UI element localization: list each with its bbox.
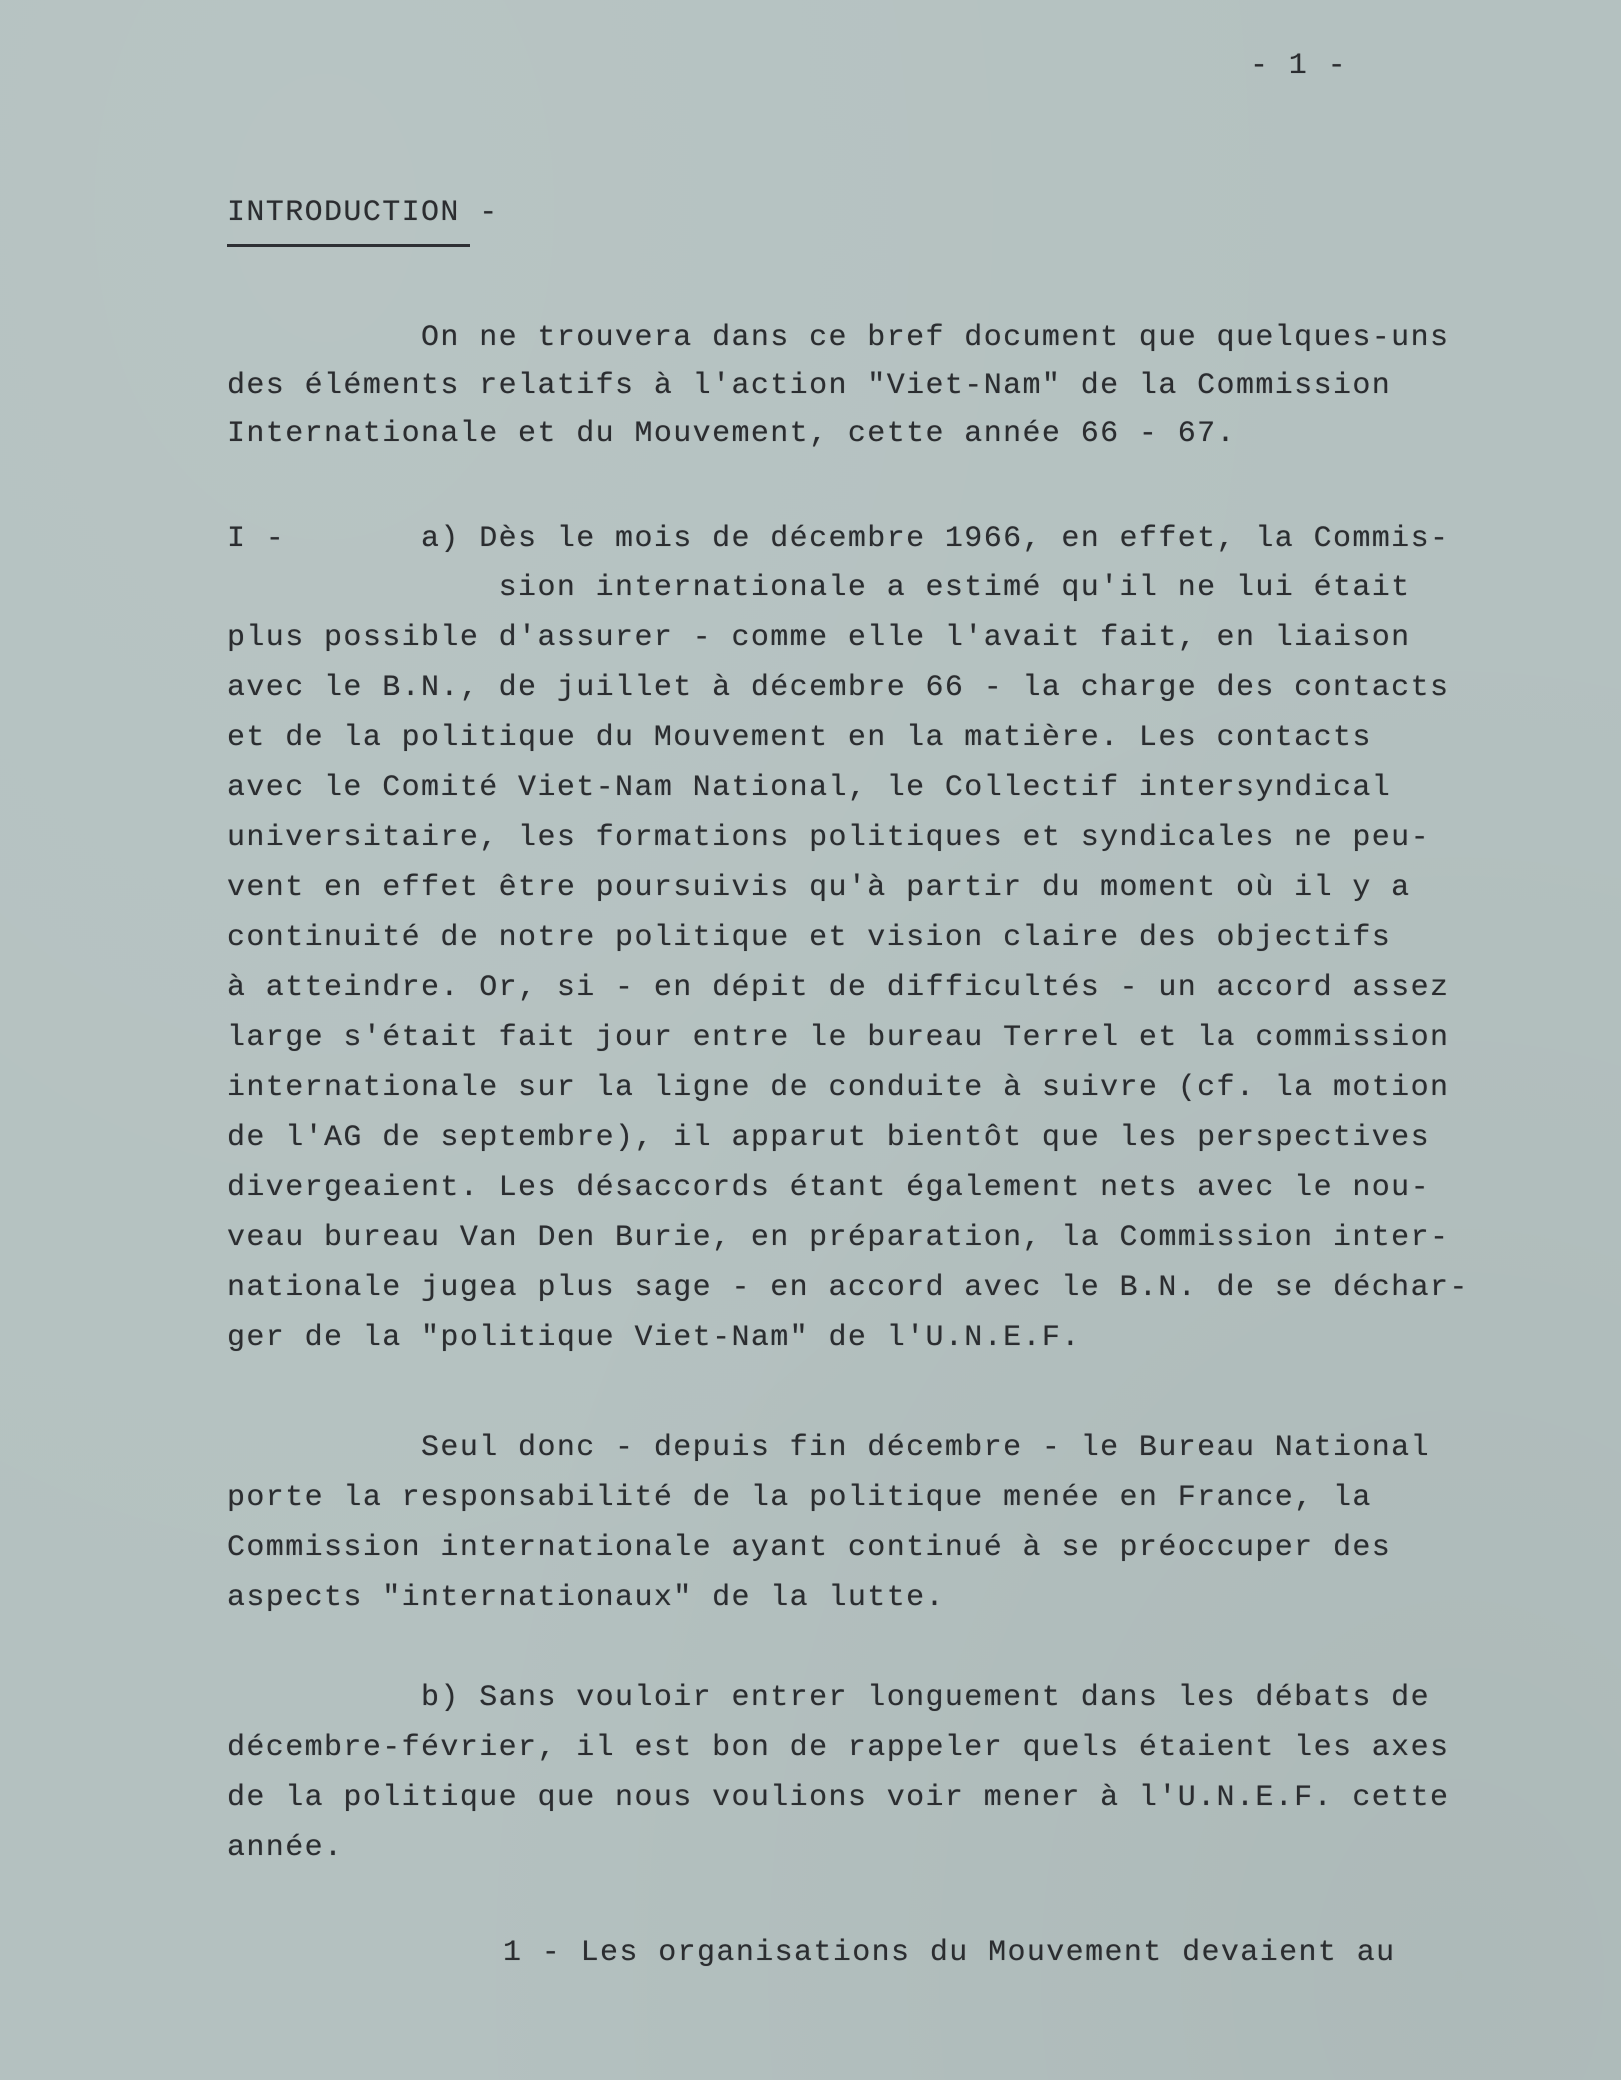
- text-line: universitaire, les formations politiques et syndicales ne peu-: [227, 821, 1430, 855]
- text-line: porte la responsabilité de la politique menée en France, la: [227, 1481, 1372, 1515]
- page-number: - 1 -: [1250, 49, 1348, 83]
- text-line: divergeaient. Les désaccords étant également nets avec le nou-: [227, 1171, 1430, 1205]
- text-line: aspects "internationaux" de la lutte.: [227, 1581, 945, 1615]
- text-line: vent en effet être poursuivis qu'à partir du moment où il y a: [227, 871, 1411, 905]
- text-line: sion internationale a estimé qu'il ne lui était: [227, 571, 1411, 605]
- text-line: plus possible d'assurer - comme elle l'avait fait, en liaison: [227, 621, 1411, 655]
- text-line: à atteindre. Or, si - en dépit de difficultés - un accord assez: [227, 971, 1450, 1005]
- text-line: large s'était fait jour entre le bureau Terrel et la commission: [227, 1021, 1450, 1055]
- text-line: Commission internationale ayant continué à se préoccuper des: [227, 1531, 1392, 1565]
- text-line: On ne trouvera dans ce bref document que quelques-uns: [227, 321, 1450, 355]
- text-line: et de la politique du Mouvement en la matière. Les contacts: [227, 721, 1372, 755]
- text-line: avec le B.N., de juillet à décembre 66 - la charge des contacts: [227, 671, 1450, 705]
- text-line: de la politique que nous voulions voir mener à l'U.N.E.F. cette: [227, 1781, 1450, 1815]
- text-line: ger de la "politique Viet-Nam" de l'U.N.E.F.: [227, 1321, 1081, 1355]
- text-line: nationale jugea plus sage - en accord avec le B.N. de se déchar-: [227, 1271, 1469, 1305]
- text-line: de l'AG de septembre), il apparut bientôt que les perspectives: [227, 1121, 1430, 1155]
- text-line: avec le Comité Viet-Nam National, le Collectif intersyndical: [227, 771, 1392, 805]
- text-line: année.: [227, 1831, 344, 1865]
- text-line: des éléments relatifs à l'action "Viet-Nam" de la Commission: [227, 369, 1392, 403]
- text-line: continuité de notre politique et vision claire des objectifs: [227, 921, 1392, 955]
- list-item-1: 1 - Les organisations du Mouvement devaient au: [503, 1936, 1396, 1970]
- text-line: Internationale et du Mouvement, cette année 66 - 67.: [227, 417, 1236, 451]
- title-underline: [227, 244, 470, 247]
- text-line: b) Sans vouloir entrer longuement dans les débats de: [227, 1681, 1430, 1715]
- text-line: veau bureau Van Den Burie, en préparation, la Commission inter-: [227, 1221, 1450, 1255]
- section-title: INTRODUCTION -: [227, 196, 499, 230]
- text-line: décembre-février, il est bon de rappeler quels étaient les axes: [227, 1731, 1450, 1765]
- text-line: Seul donc - depuis fin décembre - le Bureau National: [227, 1431, 1430, 1465]
- text-line: I - a) Dès le mois de décembre 1966, en effet, la Commis-: [227, 522, 1450, 556]
- text-line: internationale sur la ligne de conduite à suivre (cf. la motion: [227, 1071, 1450, 1105]
